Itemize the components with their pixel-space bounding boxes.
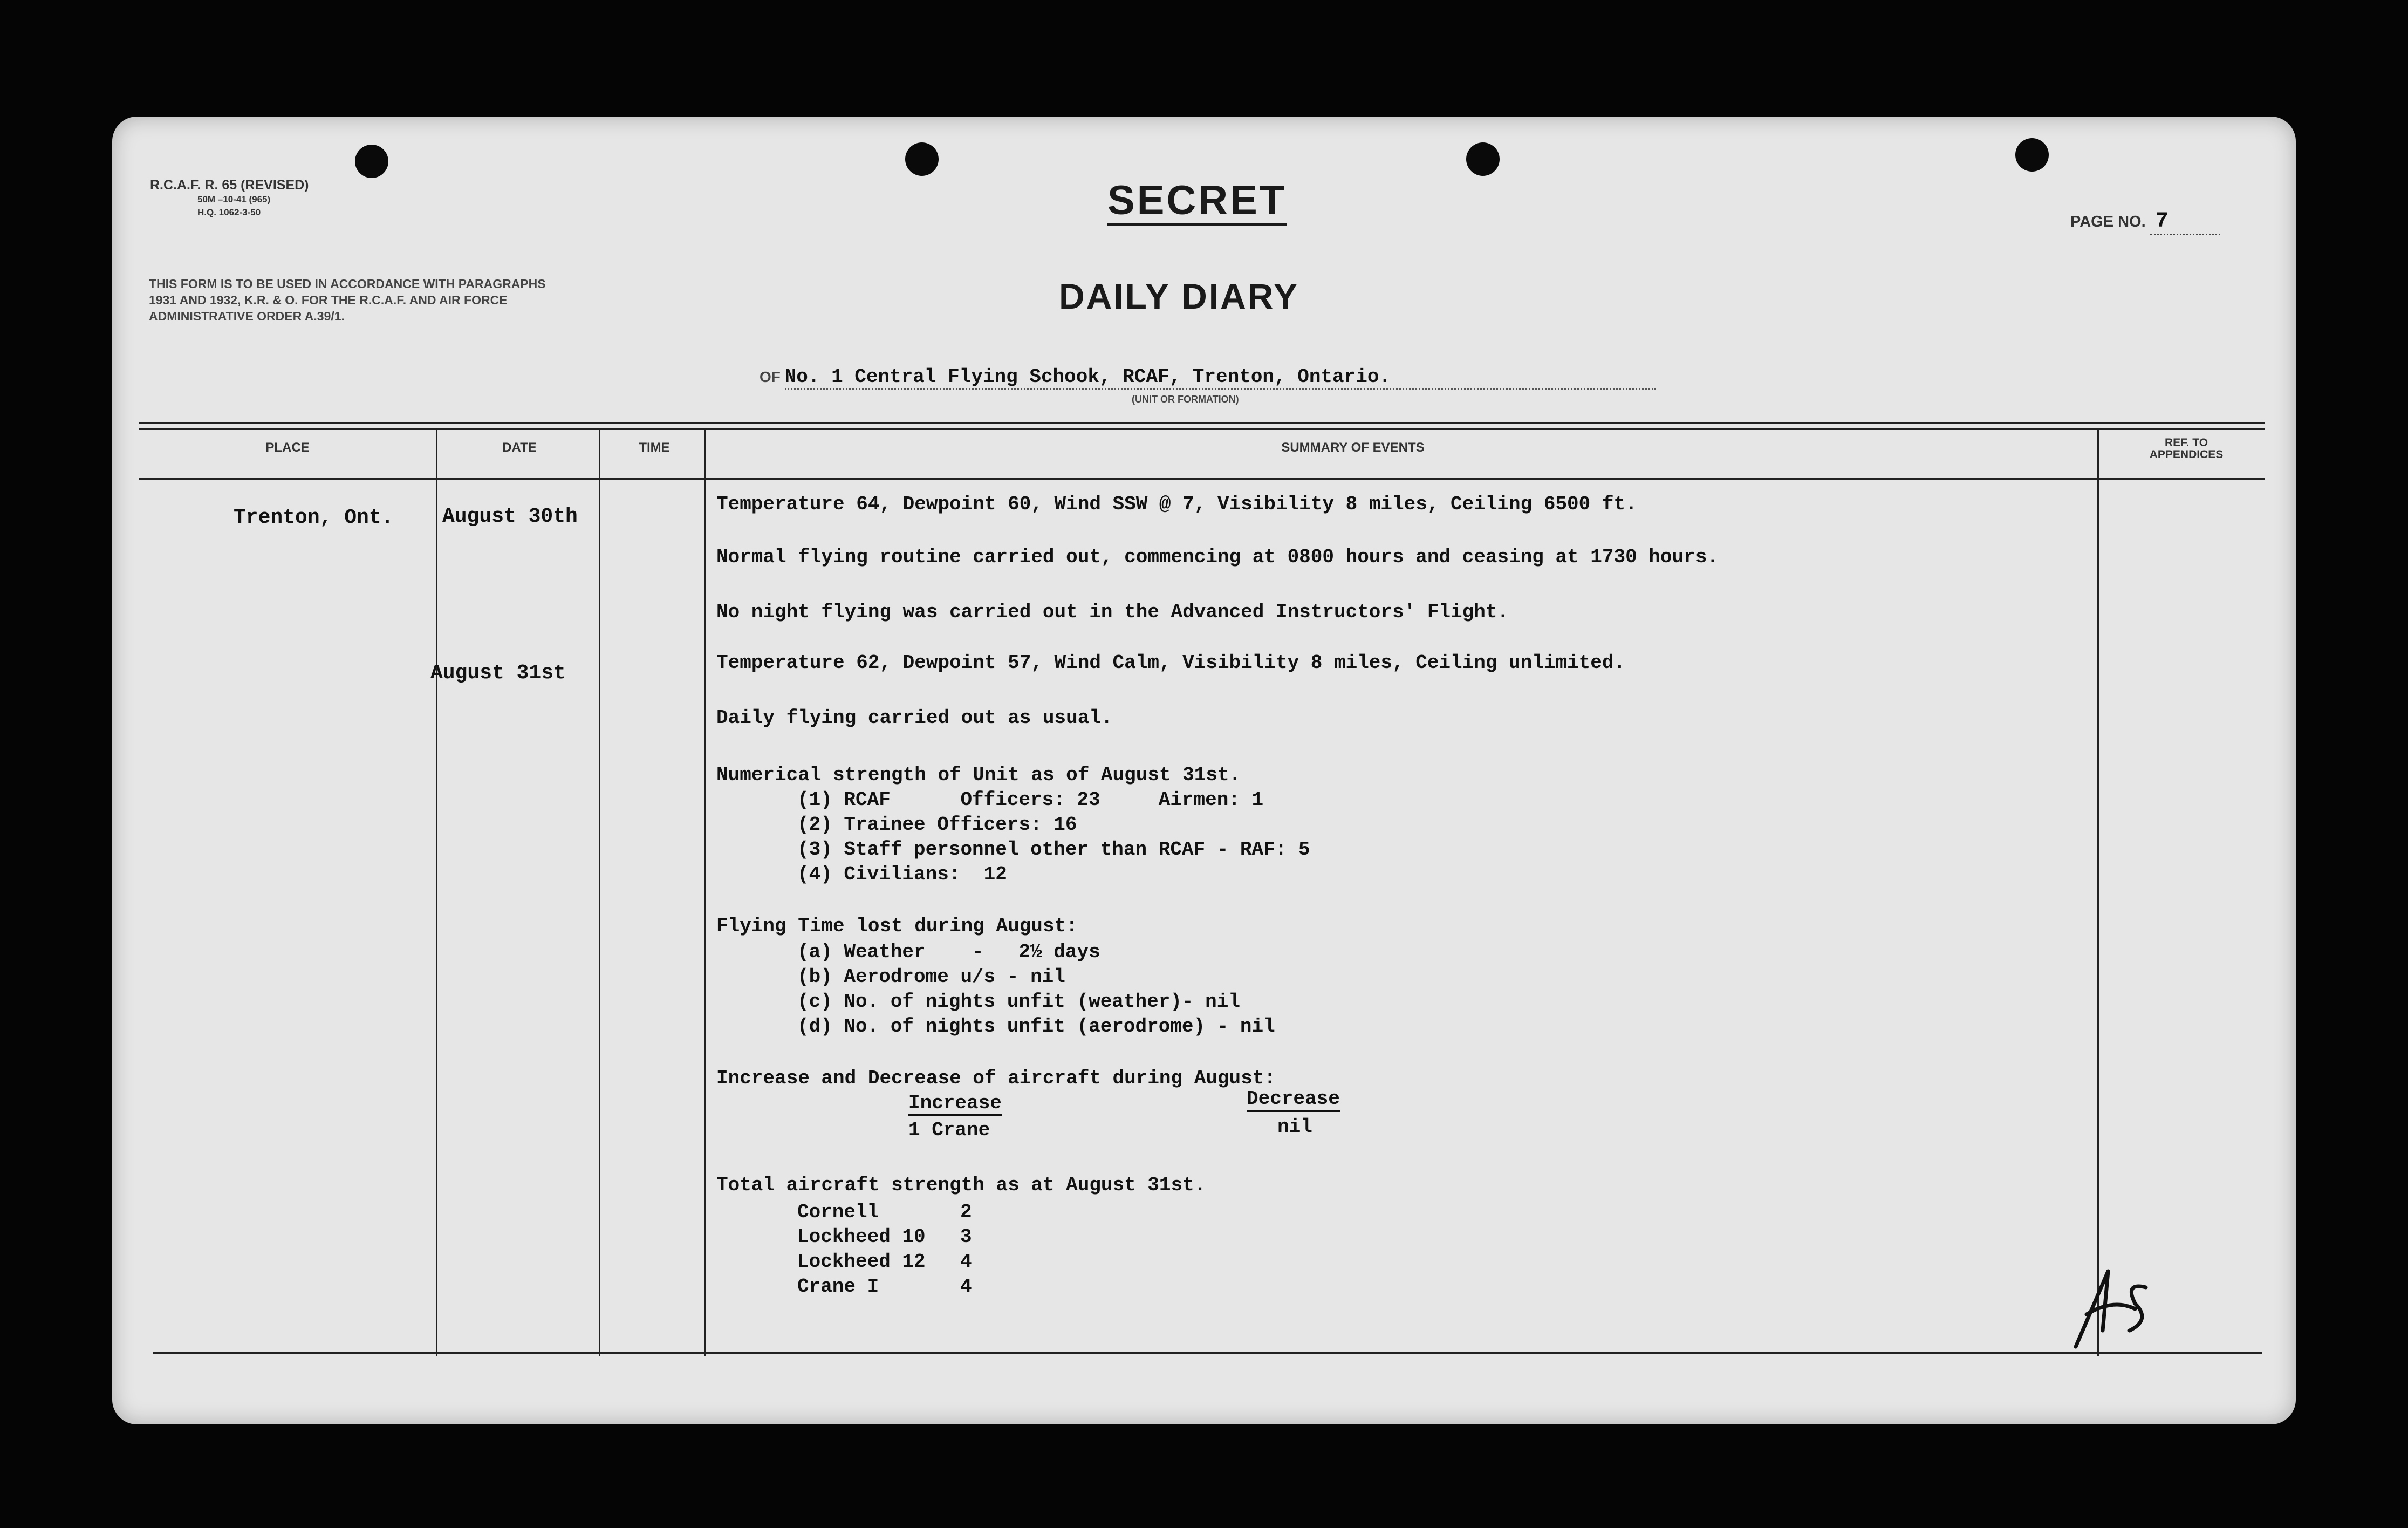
form-identifier xyxy=(150,177,309,219)
form-hq-code: H.Q. 1062-3-50 xyxy=(197,207,261,217)
column-header-date: DATE xyxy=(502,440,537,455)
unit-caption: (UNIT OR FORMATION) xyxy=(1132,394,1239,405)
column-divider xyxy=(599,428,600,1356)
strength-item: (3) Staff personnel other than RCAF - RAF: 5 xyxy=(797,838,1310,861)
form-print-code: 50M –10-41 (965) xyxy=(197,194,271,204)
total-strength-title: Total aircraft strength as at August 31st. xyxy=(716,1174,1206,1196)
ref-label-1: REF. TO xyxy=(2164,436,2208,449)
aircraft-count: 4 xyxy=(960,1251,972,1273)
table-top-rule xyxy=(139,422,2265,424)
entry-place: Trenton, Ont. xyxy=(234,506,394,529)
unit-name: No. 1 Central Flying Schook, RCAF, Trenton, Ontario. xyxy=(785,366,1656,390)
strength-title: Numerical strength of Unit as of August 31st. xyxy=(716,764,1241,786)
decrease-label: Decrease xyxy=(1247,1088,1340,1112)
entry-date-aug30: August 30th xyxy=(442,505,578,528)
increase-value: 1 Crane xyxy=(908,1119,990,1141)
diary-page xyxy=(112,117,2296,1424)
table-bottom-rule xyxy=(153,1352,2262,1354)
ref-label-2: APPENDICES xyxy=(2149,448,2224,461)
aircraft-name: Lockheed 10 xyxy=(797,1226,926,1248)
page-number-field xyxy=(2070,209,2220,235)
column-divider xyxy=(2097,428,2099,1356)
strength-item: (4) Civilians: 12 xyxy=(797,863,1007,885)
security-classification: SECRET xyxy=(1107,178,1287,226)
column-divider xyxy=(704,428,706,1356)
event-line: Normal flying routine carried out, commencing at 0800 hours and ceasing at 1730 hours. xyxy=(716,546,1719,568)
column-header-time: TIME xyxy=(639,440,670,455)
page-number: 7 xyxy=(2150,209,2220,235)
aircraft-change-title: Increase and Decrease of aircraft during August: xyxy=(716,1067,1276,1089)
time-lost-item: (d) No. of nights unfit (aerodrome) - nil xyxy=(797,1015,1275,1038)
aircraft-count: 2 xyxy=(960,1201,972,1223)
unit-line xyxy=(760,366,1656,390)
event-line: Temperature 64, Dewpoint 60, Wind SSW @ 7, Visibility 8 miles, Ceiling 6500 ft. xyxy=(716,493,1637,515)
event-line: Daily flying carried out as usual. xyxy=(716,707,1113,729)
decrease-value: nil xyxy=(1277,1116,1312,1138)
aircraft-name: Lockheed 12 xyxy=(797,1251,926,1273)
aircraft-name: Crane I xyxy=(797,1275,879,1298)
column-header-ref xyxy=(2140,437,2232,461)
strength-item: (2) Trainee Officers: 16 xyxy=(797,814,1077,836)
event-line: Temperature 62, Dewpoint 57, Wind Calm, Visibility 8 miles, Ceiling unlimited. xyxy=(716,652,1626,674)
punch-hole xyxy=(905,142,939,176)
table-top-rule-2 xyxy=(139,428,2265,430)
strength-item: (1) RCAF Officers: 23 Airmen: 1 xyxy=(797,789,1264,811)
event-line: No night flying was carried out in the Advanced Instructors' Flight. xyxy=(716,601,1509,623)
entry-date-aug31: August 31st xyxy=(430,661,566,685)
page-number-label: PAGE NO. xyxy=(2070,213,2146,230)
increase-label: Increase xyxy=(908,1092,1002,1116)
time-lost-item: (b) Aerodrome u/s - nil xyxy=(797,966,1065,988)
form-instructions: THIS FORM IS TO BE USED IN ACCORDANCE WITH PARAGRAPHS 1931 AND 1932, K.R. & O. FOR THE R.C.A.F. AND AIR FORCE ADMINISTRATIVE ORDER A.39/1. xyxy=(149,277,546,323)
aircraft-name: Cornell xyxy=(797,1201,879,1223)
aircraft-count: 4 xyxy=(960,1275,972,1298)
time-lost-item: (c) No. of nights unfit (weather)- nil xyxy=(797,991,1240,1013)
document-title: DAILY DIARY xyxy=(1059,276,1299,316)
punch-hole xyxy=(355,145,388,178)
column-header-place: PLACE xyxy=(265,440,310,455)
header-bottom-rule xyxy=(139,478,2265,480)
punch-hole xyxy=(1466,142,1500,176)
punch-hole xyxy=(2015,138,2049,172)
form-number: R.C.A.F. R. 65 (REVISED) xyxy=(150,178,309,193)
aircraft-count: 3 xyxy=(960,1226,972,1248)
of-label: OF xyxy=(760,369,781,385)
time-lost-title: Flying Time lost during August: xyxy=(716,915,1078,937)
time-lost-item: (a) Weather - 2½ days xyxy=(797,941,1100,963)
handwritten-initials xyxy=(2070,1255,2178,1352)
column-header-summary: SUMMARY OF EVENTS xyxy=(1281,440,1425,455)
column-divider xyxy=(436,428,437,1356)
